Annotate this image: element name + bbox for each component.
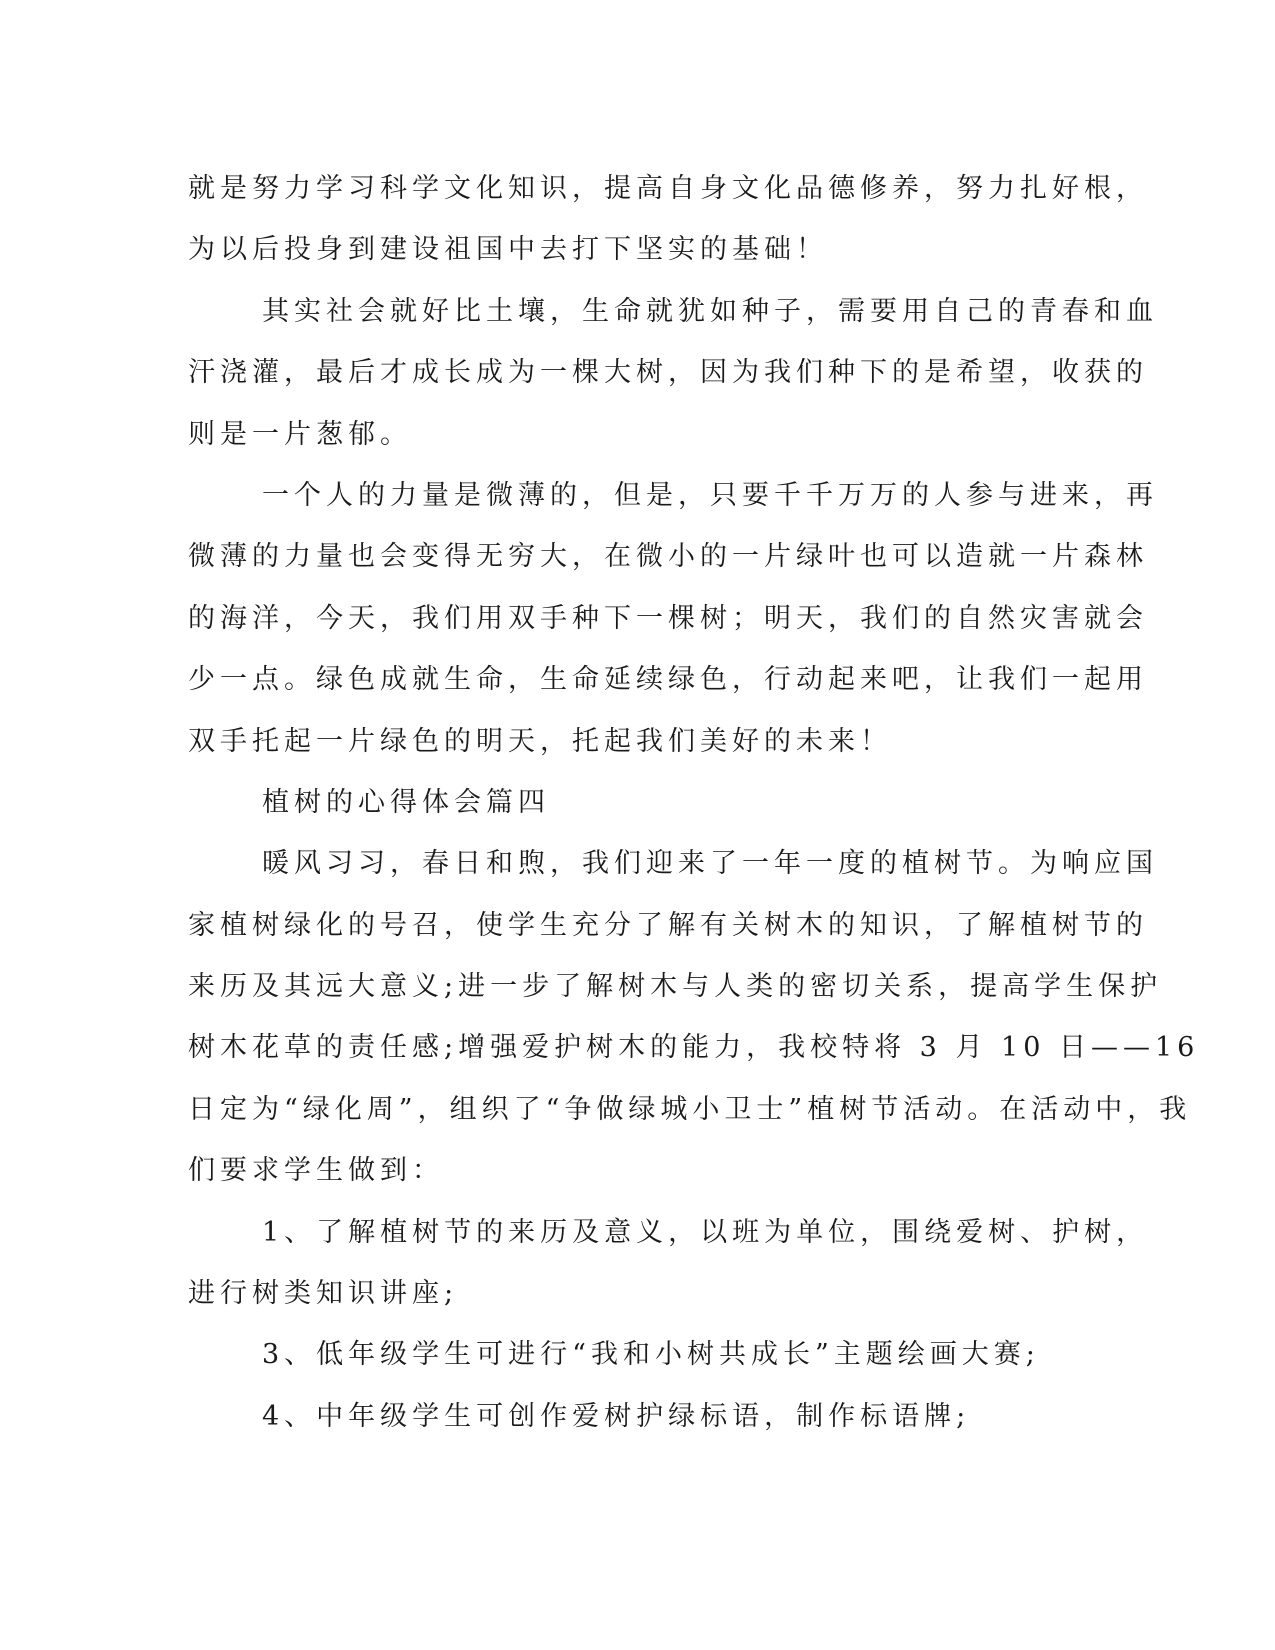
text-line: 来历及其远大意义;进一步了解树木与人类的密切关系，提高学生保护 [188,971,1163,1003]
document-body [188,158,1200,1447]
text-line: 汗浇灌，最后才成长成为一棵大树，因为我们种下的是希望，收获的 [188,357,1148,389]
text-line: 树木花草的责任感;增强爱护树木的能力，我校特将 3 月 10 日——16 [188,1032,1200,1064]
text-line: 进行树类知识讲座; [188,1278,459,1310]
text-line: 就是努力学习科学文化知识，提高自身文化品德修养，努力扎好根， [188,173,1148,204]
text-line: 为以后投身到建设祖国中去打下坚实的基础！ [188,234,828,266]
text-line: 双手托起一片绿色的明天，托起我们美好的未来！ [188,725,892,757]
list-item: 4、中年级学生可创作爱树护绿标语，制作标语牌; [262,1400,971,1432]
text-line: 的海洋，今天，我们用双手种下一棵树；明天，我们的自然灾害就会 [188,602,1148,634]
text-line: 们要求学生做到： [188,1155,444,1187]
section-heading: 植树的心得体会篇四 [262,786,550,818]
list-item: 1、了解植树节的来历及意义，以班为单位，围绕爱树、护树， [262,1216,1149,1248]
text-line: 日定为“绿化周”，组织了“争做绿城小卫士”植树节活动。在活动中，我 [188,1093,1192,1125]
list-item: 3、低年级学生可进行“我和小树共成长”主题绘画大赛; [262,1339,1040,1371]
text-line: 微薄的力量也会变得无穷大，在微小的一片绿叶也可以造就一片森林 [188,541,1148,573]
paragraph-start-line: 暖风习习，春日和煦，我们迎来了一年一度的植树节。为响应国 [262,848,1158,880]
text-line: 家植树绿化的号召，使学生充分了解有关树木的知识，了解植树节的 [188,909,1148,941]
paragraph-start-line: 其实社会就好比土壤，生命就犹如种子，需要用自己的青春和血 [262,295,1158,327]
text-line: 则是一片葱郁。 [188,418,412,450]
text-line: 少一点。绿色成就生命，生命延续绿色，行动起来吧，让我们一起用 [188,664,1148,696]
paragraph-start-line: 一个人的力量是微薄的，但是，只要千千万万的人参与进来，再 [262,479,1158,511]
